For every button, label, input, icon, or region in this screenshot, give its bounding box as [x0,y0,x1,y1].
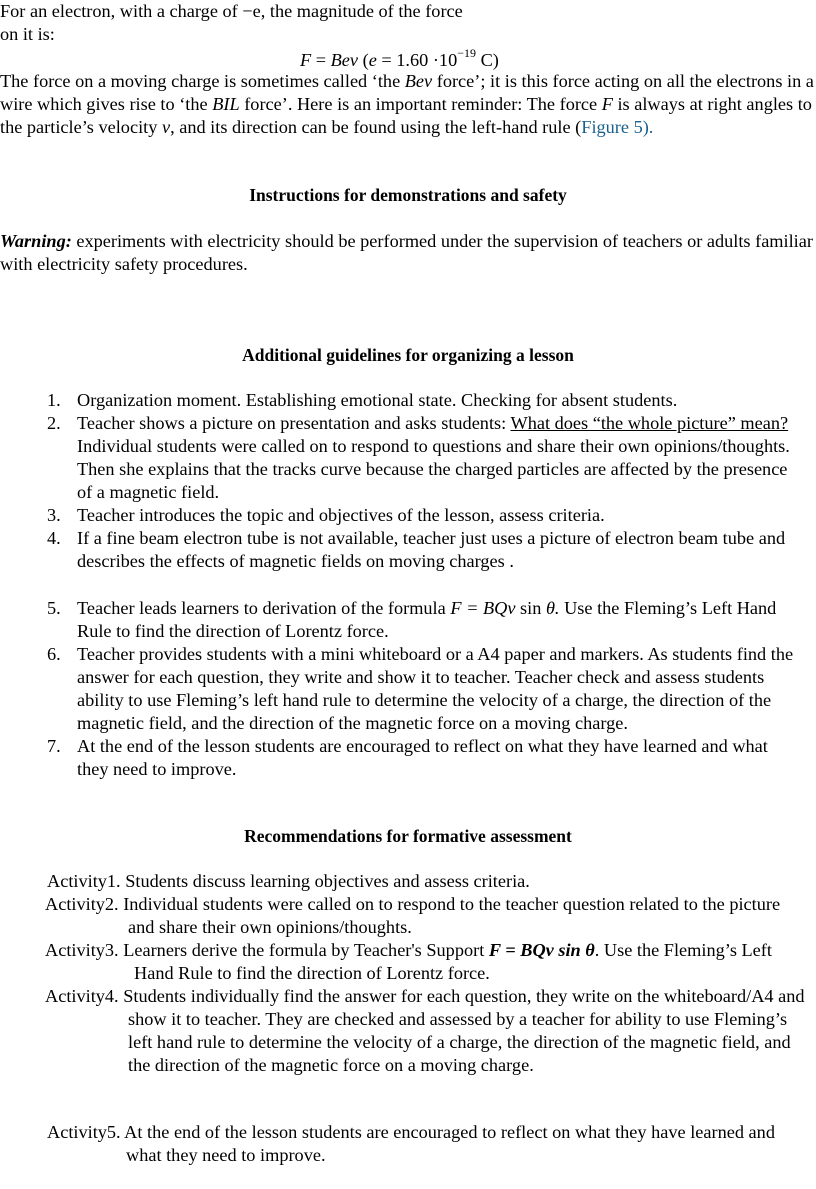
item-text: Teacher provides students with a mini whiteboard or a A4 paper and markers. As students find the answer for each question, they write and show it to teacher. Teacher check and assess students ability to use Fleming’s left hand rule to determine the velocity of a charge, the direction of the magnetic field, and the direction of the magnetic force on a moving charge. [77,644,794,733]
item-number: 7. [47,736,61,756]
warning-text: experiments with electricity should be performed under the supervision of teachers or adults familiar with electricity safety procedures. [0,231,813,274]
list-item [0,412,816,504]
list-item [0,389,816,412]
para-italic: BIL [212,94,240,114]
list-item [0,735,816,781]
item-text: Individual students were called on to respond to questions and share their own opinions/thoughts. Then she explains that the tracks curve because the charged particles are affected by the presence of a magnetic field. [77,436,790,502]
item-number: 2. [47,413,61,433]
para-text: The force on a moving charge is sometimes called ‘the [0,71,405,91]
activity-2 [45,893,810,939]
safety-heading: Instructions for demonstrations and safety [249,185,567,205]
warning-paragraph [0,230,816,276]
formula-unit: C) [476,50,499,70]
warning-label: Warning: [0,231,72,251]
formula-open: ( [358,50,369,70]
bev-formula [300,45,499,72]
intro-line: For an electron, with a charge of −e, the magnitude of the force on it is: [0,1,463,44]
formula-value: = 1.60 ·10 [376,50,458,70]
list-item [0,527,816,573]
activity-formula: F = BQv sin θ [488,940,595,960]
item-text: If a fine beam electron tube is not available, teacher just uses a picture of electron beam tube and describes the effects of magnetic fields on moving charges . [77,528,786,571]
formula-bev: Bev [330,50,359,70]
activity-4 [45,985,810,1077]
activity-label: Activity2. [45,894,119,914]
formula-e: e [368,50,377,70]
para-text: force’. Here is an important reminder: The force [239,94,602,114]
activity-3 [45,939,810,985]
activity-text: Students discuss learning objectives and assess criteria. [120,871,530,891]
lorentz-formula: F = BQv [450,598,516,618]
para-text: force’; it is this force acting on all the electrons in a wire which gives rise to ‘the [0,71,814,114]
list-item [0,504,816,527]
activity-text: Students individually find the answer for each question, they write on the whiteboard/A4 and show it to teacher. They are checked and assessed by a teacher for ability to use Fleming’s left hand rule to determine the velocity of a charge, the direction of the magnetic field, and the direction of the magnetic force on a moving charge. [118,986,805,1075]
guidelines-list-continued [0,597,816,781]
list-item [0,643,816,735]
activity-text: . Use the Fleming’s Left Hand Rule to find the direction of Lorentz force. [134,940,772,983]
item-number: 3. [47,505,61,525]
activity-label: Activity5. [47,1122,121,1142]
para-text: is always at right angles to the particle’s velocity [0,94,812,137]
item-text: sin [515,598,546,618]
formula-exponent: −19 [457,45,476,60]
activity-1 [47,870,810,893]
figure-5-link[interactable]: Figure 5). [581,117,654,137]
activity-label: Activity4. [45,986,119,1006]
item-number: 6. [47,644,61,664]
para-italic: v [161,117,171,137]
guidelines-list [0,389,816,573]
item-text: Teacher introduces the topic and objectives of the lesson, assess criteria. [77,505,605,525]
para-text: , and its direction can be found using the left-hand rule ( [170,117,582,137]
item-number: 4. [47,528,61,548]
item-text: Organization moment. Establishing emotional state. Checking for absent students. [77,390,678,410]
item-text: Teacher shows a picture on presentation and asks students: [77,413,511,433]
guidelines-heading: Additional guidelines for organizing a lesson [242,345,574,365]
activity-text: At the end of the lesson students are encouraged to reflect on what they have learned and what they need to improve. [120,1122,775,1165]
activity-label: Activity3. [45,940,119,960]
para-italic: F [601,94,613,114]
formula-force: F [300,50,312,70]
activity-label: Activity1. [47,871,121,891]
para-italic: Bev [404,71,433,91]
list-item [0,597,816,643]
whole-picture-question-link[interactable]: What does “the whole picture” mean? [510,413,789,433]
assessment-heading: Recommendations for formative assessment [244,826,572,846]
item-text: Use the Fleming’s Left Hand Rule to find the direction of Lorentz force. [77,598,777,641]
intro-text [0,0,480,46]
formula-equals: = [311,50,331,70]
bev-paragraph [0,70,816,139]
activity-text: Learners derive the formula by Teacher's Support [118,940,489,960]
theta-symbol: θ. [545,598,560,618]
item-number: 5. [47,598,61,618]
item-text: Teacher leads learners to derivation of the formula [77,598,451,618]
item-number: 1. [47,390,61,410]
item-text: At the end of the lesson students are encouraged to reflect on what they have learned and what they need to improve. [77,736,768,779]
activity-text: Individual students were called on to respond to the teacher question related to the picture and share their own opinions/thoughts. [118,894,781,937]
activity-5 [47,1121,802,1167]
